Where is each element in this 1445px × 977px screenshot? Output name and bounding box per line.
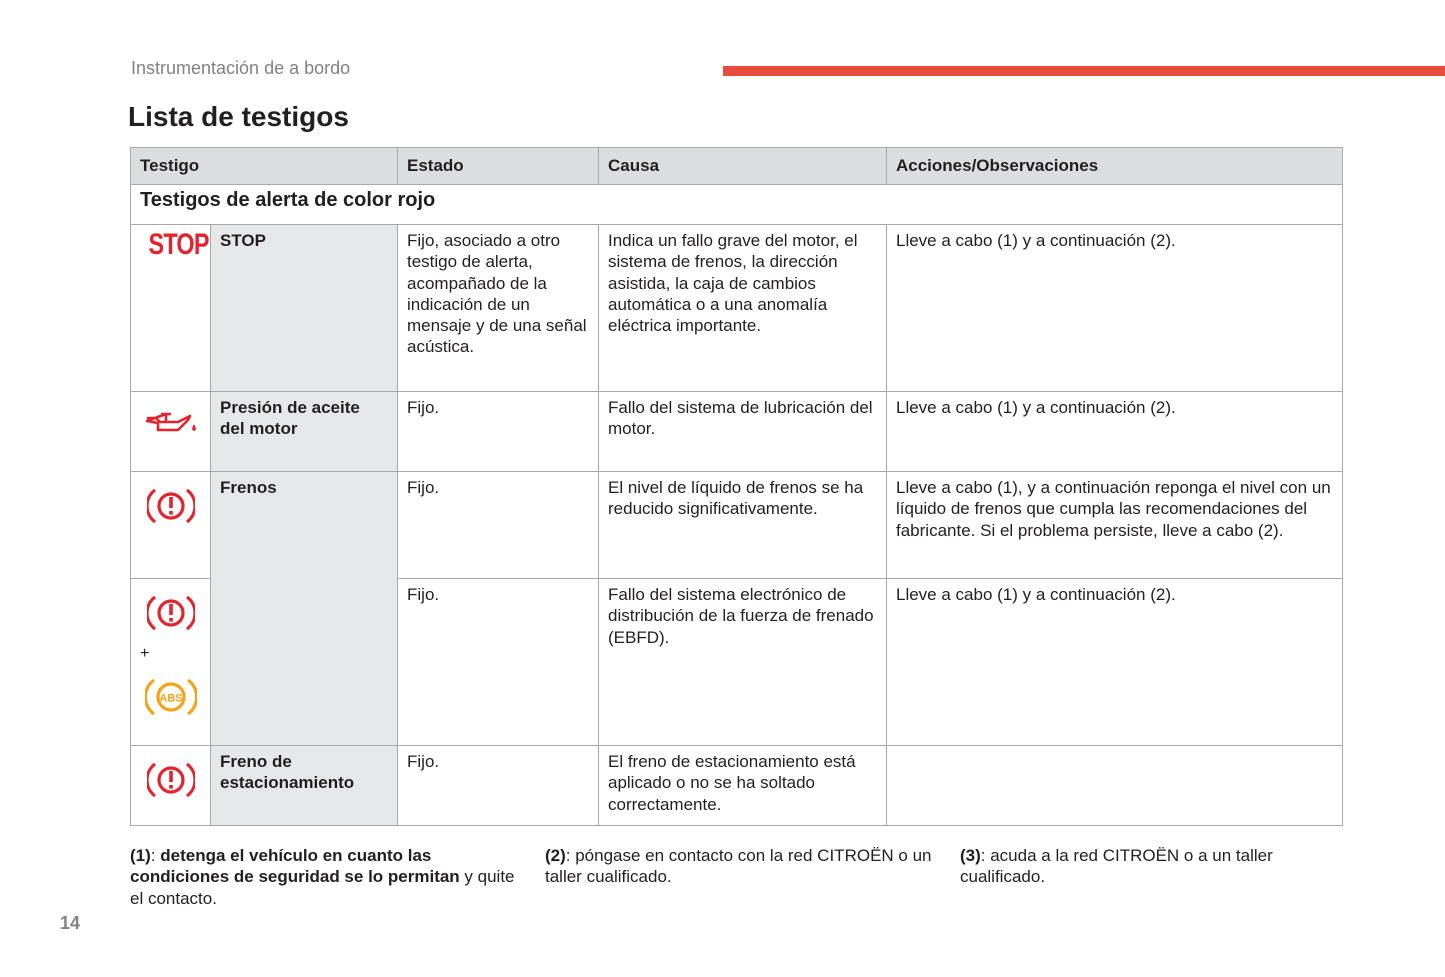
icon-cell <box>131 225 211 392</box>
causa-cell: El nivel de líquido de frenos se ha reducido significativamente. <box>599 472 887 579</box>
icon-cell <box>131 392 211 472</box>
warning-lights-table <box>130 147 1343 826</box>
causa-cell: El freno de estacionamiento está aplicado o no se ha soltado correctamente. <box>599 746 887 826</box>
icon-cell <box>131 472 211 579</box>
column-header-acciones: Acciones/Observaciones <box>887 148 1343 185</box>
footnote-ref: (3) <box>960 846 981 865</box>
abs-icon <box>145 676 197 718</box>
oil-pressure-icon <box>144 410 198 436</box>
page-number: 14 <box>60 913 81 933</box>
footnote-3 <box>960 845 1340 888</box>
estado-cell: Fijo. <box>398 579 599 746</box>
acciones-cell: Lleve a cabo (1) y a continuación (2). <box>887 225 1343 392</box>
footnote-text: : acuda a la red CITROËN o a un taller cualificado. <box>960 846 1273 887</box>
causa-cell: Indica un fallo grave del motor, el sistema de frenos, la dirección asistida, la caja de cambios automática o a una anomalía eléctrica importante. <box>599 225 887 392</box>
testigo-name: Freno de estacionamiento <box>211 746 398 826</box>
icon-cell <box>131 746 211 826</box>
group-title: Testigos de alerta de color rojo <box>131 185 1343 225</box>
brake-warning-icon <box>147 593 195 633</box>
column-header-estado: Estado <box>398 148 599 185</box>
svg-text:ABS: ABS <box>158 692 183 705</box>
estado-cell: Fijo. <box>398 746 599 826</box>
accent-bar <box>723 66 1445 76</box>
column-header-causa: Causa <box>599 148 887 185</box>
parking-brake-icon <box>147 760 195 800</box>
icon-cell <box>131 579 211 746</box>
acciones-cell: Lleve a cabo (1), y a continuación reponga el nivel con un líquido de frenos que cumpla las recomendaciones del fabricante. Si el problema persiste, lleve a cabo (2). <box>887 472 1343 579</box>
acciones-cell: Lleve a cabo (1) y a continuación (2). <box>887 392 1343 472</box>
causa-cell: Fallo del sistema electrónico de distribución de la fuerza de frenado (EBFD). <box>599 579 887 746</box>
brake-warning-icon <box>147 486 195 526</box>
testigo-name: Presión de aceite del motor <box>211 392 398 472</box>
acciones-cell: Lleve a cabo (1) y a continuación (2). <box>887 579 1343 746</box>
estado-cell: Fijo. <box>398 472 599 579</box>
table-header-row <box>131 148 1343 185</box>
group-row <box>131 185 1343 225</box>
footnote-text: y quite el contacto. <box>130 867 515 908</box>
section-header: Instrumentación de a bordo <box>131 58 351 78</box>
footnote-2 <box>545 845 935 888</box>
acciones-cell <box>887 746 1343 826</box>
footnote-text: : póngase en contacto con la red CITROËN o un taller cualificado. <box>545 846 932 887</box>
column-header-testigo: Testigo <box>131 148 398 185</box>
testigo-name: Frenos <box>211 472 398 746</box>
footnote-bold-text: detenga el vehículo en cuanto las condiciones de seguridad se lo permitan <box>130 846 460 887</box>
footnote-1: (1): detenga el vehículo en cuanto las condiciones de seguridad se lo permitan y quite el contacto. <box>130 846 515 908</box>
table-row <box>131 392 1343 472</box>
footnote-ref: (2) <box>545 846 566 865</box>
page-title: Lista de testigos <box>128 101 349 132</box>
causa-cell: Fallo del sistema de lubricación del motor. <box>599 392 887 472</box>
estado-cell: Fijo, asociado a otro testigo de alerta, acompañado de la indicación de un mensaje y de una señal acústica. <box>398 225 599 392</box>
estado-cell: Fijo. <box>398 392 599 472</box>
table-row <box>131 472 1343 579</box>
testigo-name: STOP <box>211 225 398 392</box>
footnote-ref: (1) <box>130 846 151 865</box>
table-row <box>131 746 1343 826</box>
stop-icon: STOP <box>148 228 209 261</box>
table-row <box>131 225 1343 392</box>
plus-sign: + <box>140 645 150 662</box>
